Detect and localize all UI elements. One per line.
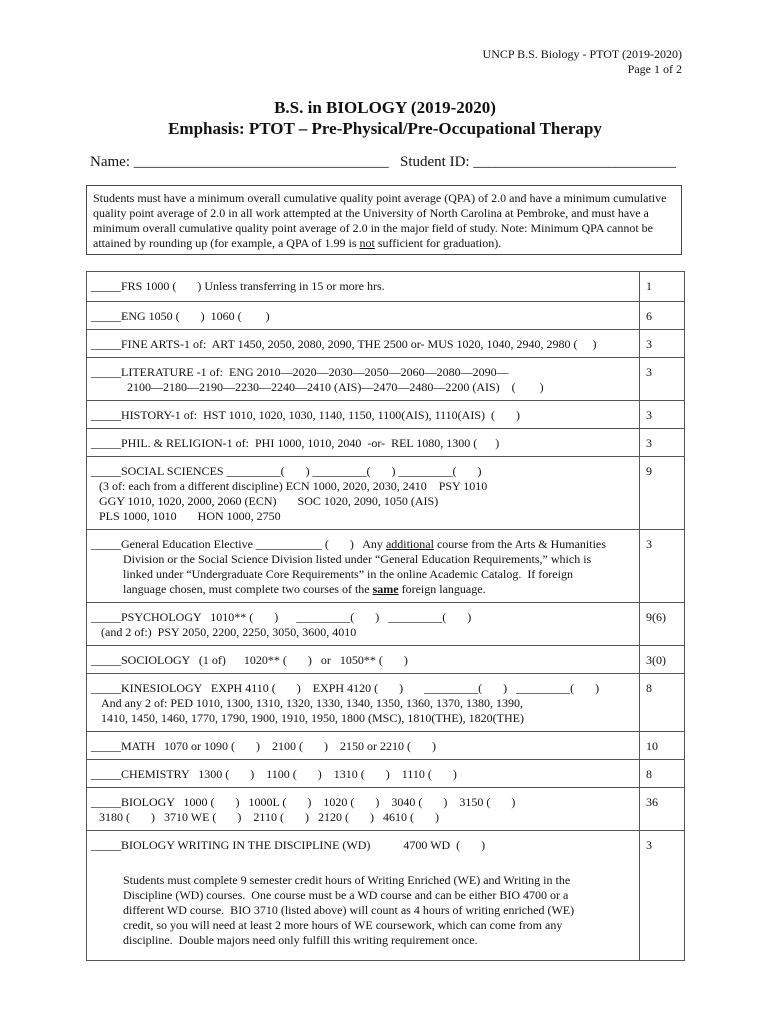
requirement-cell-history <box>87 401 640 429</box>
table-row <box>87 457 685 530</box>
requirement-cell-fine-arts <box>87 330 640 358</box>
requirement-line: PLS 1000, 1010 HON 1000, 2750 <box>99 509 281 523</box>
requirement-line[interactable]: _____PHIL. & RELIGION-1 of: PHI 1000, 1010, 2040 -or- REL 1080, 1300 ( ) <box>91 436 500 450</box>
writing-requirement-note <box>91 873 633 948</box>
program-line: UNCP B.S. Biology - PTOT (2019-2020) <box>482 47 682 61</box>
requirement-line[interactable]: _____KINESIOLOGY EXPH 4110 ( ) EXPH 4120 ( ) _________( ) _________( ) <box>91 681 600 695</box>
note-line: different WD course. BIO 3710 (listed above) will count as 4 hours of writing enriched (WE) <box>123 903 575 917</box>
ge-text: _____General Education Elective ___________ ( ) Any <box>91 537 386 551</box>
ge-emphasis: additional <box>385 537 434 551</box>
credit-cell: 3 <box>640 330 685 358</box>
requirement-cell-chemistry <box>87 760 640 788</box>
requirement-cell-social-sciences <box>87 457 640 530</box>
note-line: Discipline (WD) courses. One course must be a WD course and can be either BIO 4700 or a <box>123 888 569 902</box>
qpa-emphasis: not <box>359 236 375 250</box>
table-row <box>87 429 685 457</box>
requirement-line[interactable]: _____SOCIAL SCIENCES _________( ) _________( ) _________( ) <box>91 464 482 478</box>
requirement-line[interactable]: _____BIOLOGY WRITING IN THE DISCIPLINE (WD) 4700 WD ( ) <box>91 838 486 852</box>
requirement-line[interactable]: _____HISTORY-1 of: HST 1010, 1020, 1030, 1140, 1150, 1100(AIS), 1110(AIS) ( ) <box>91 408 520 422</box>
credit-cell: 3 <box>640 831 685 961</box>
table-row <box>87 302 685 330</box>
requirement-line: 1410, 1450, 1460, 1770, 1790, 1900, 1910, 1950, 1800 (MSC), 1810(THE), 1820(THE) <box>101 711 524 725</box>
credit-cell: 3 <box>640 401 685 429</box>
credit-cell: 9(6) <box>640 603 685 646</box>
requirement-line[interactable]: _____FINE ARTS-1 of: ART 1450, 2050, 2080, 2090, THE 2500 or- MUS 1020, 1040, 2940, 2980 ( ) <box>91 337 597 351</box>
requirement-line[interactable]: _____CHEMISTRY 1300 ( ) 1100 ( ) 1310 ( ) 1110 ( ) <box>91 767 457 781</box>
requirement-line: Division or the Social Science Division listed under “General Education Requirements,” which is <box>123 552 592 566</box>
table-row <box>87 530 685 603</box>
note-line: credit, so you will need at least 2 more hours of WE coursework, which can come from any <box>123 918 563 932</box>
requirement-line[interactable]: _____FRS 1000 ( ) Unless transferring in 15 or more hrs. <box>91 279 385 293</box>
requirement-line <box>91 582 633 597</box>
requirement-line: (and 2 of:) PSY 2050, 2200, 2250, 3050, 3600, 4010 <box>101 625 357 639</box>
requirement-line[interactable] <box>91 537 633 552</box>
table-row <box>87 358 685 401</box>
table-row <box>87 760 685 788</box>
requirement-cell-gen-ed-elective <box>87 530 640 603</box>
requirement-line[interactable]: _____PSYCHOLOGY 1010** ( ) _________( ) _________( ) <box>91 610 472 624</box>
requirement-line[interactable]: _____SOCIOLOGY (1 of) 1020** ( ) or 1050** ( ) <box>91 653 408 667</box>
requirement-cell-writing <box>87 831 640 961</box>
qpa-notice-box <box>86 185 682 255</box>
requirements-table <box>86 271 685 961</box>
table-row <box>87 330 685 358</box>
page-number: Page 1 of 2 <box>627 62 682 76</box>
credit-cell: 3 <box>640 429 685 457</box>
ge-text: foreign language. <box>398 582 486 596</box>
name-field[interactable]: Name: __________________________________ <box>90 154 389 170</box>
requirement-cell-math <box>87 732 640 760</box>
page-header <box>483 47 682 77</box>
credit-cell: 1 <box>640 272 685 302</box>
requirement-cell-biology <box>87 788 640 831</box>
table-row <box>87 732 685 760</box>
title-line-2: Emphasis: PTOT – Pre-Physical/Pre-Occupational Therapy <box>168 119 602 138</box>
table-row <box>87 646 685 674</box>
table-row <box>87 272 685 302</box>
credit-cell: 6 <box>640 302 685 330</box>
requirement-cell-frs <box>87 272 640 302</box>
credit-cell: 9 <box>640 457 685 530</box>
requirement-line[interactable]: _____BIOLOGY 1000 ( ) 1000L ( ) 1020 ( ) 3040 ( ) 3150 ( ) <box>91 795 516 809</box>
requirement-cell-sociology <box>87 646 640 674</box>
credit-cell: 8 <box>640 674 685 732</box>
requirement-cell-kinesiology <box>87 674 640 732</box>
document-title <box>0 97 770 139</box>
requirement-line[interactable]: _____ENG 1050 ( ) 1060 ( ) <box>91 309 270 323</box>
table-row <box>87 401 685 429</box>
table-row <box>87 831 685 961</box>
student-info-line <box>90 154 676 171</box>
requirement-line[interactable]: _____LITERATURE -1 of: ENG 2010—2020—2030—2050—2060—2080—2090— <box>91 365 509 379</box>
qpa-text-1: Students must have a minimum overall cumulative quality point average (QPA) of 2.0 and have a minimum cumulative quality point average of 2.0 in all work attempted at the University of North Carolina at Pembroke, and must have a minimum overall cumulative quality point average of 2.0 in the major field of study. Note: Minimum QPA cannot be attained by rounding up (for example, a QPA of 1.99 is <box>93 191 667 250</box>
credit-cell: 8 <box>640 760 685 788</box>
credit-cell: 3 <box>640 530 685 603</box>
requirement-line: GGY 1010, 1020, 2000, 2060 (ECN) SOC 1020, 2090, 1050 (AIS) <box>99 494 439 508</box>
credit-cell: 3 <box>640 358 685 401</box>
table-row <box>87 788 685 831</box>
note-line: discipline. Double majors need only fulfill this writing requirement once. <box>123 933 478 947</box>
requirement-line: linked under “Undergraduate Core Requirements” in the online Academic Catalog. If foreign <box>123 567 573 581</box>
credit-cell: 10 <box>640 732 685 760</box>
requirement-line: 3180 ( ) 3710 WE ( ) 2110 ( ) 2120 ( ) 4610 ( ) <box>99 810 439 824</box>
requirement-cell-eng <box>87 302 640 330</box>
student-id-field[interactable]: Student ID: ___________________________ <box>399 154 676 170</box>
requirement-cell-psychology <box>87 603 640 646</box>
requirement-cell-phil-religion <box>87 429 640 457</box>
note-line: Students must complete 9 semester credit hours of Writing Enriched (WE) and Writing in the <box>123 873 571 887</box>
table-row <box>87 674 685 732</box>
title-line-1: B.S. in BIOLOGY (2019-2020) <box>274 98 496 117</box>
table-row <box>87 603 685 646</box>
ge-text: course from the Arts & Humanities <box>433 537 606 551</box>
ge-emphasis-same: same <box>372 582 399 596</box>
requirement-line: (3 of: each from a different discipline) ECN 1000, 2020, 2030, 2410 PSY 1010 <box>99 479 488 493</box>
qpa-text-2: sufficient for graduation). <box>374 236 502 250</box>
requirement-line: 2100—2180—2190—2230—2240—2410 (AIS)—2470—2480—2200 (AIS) ( ) <box>127 380 544 394</box>
requirement-cell-literature <box>87 358 640 401</box>
credit-cell: 3(0) <box>640 646 685 674</box>
requirement-line[interactable]: _____MATH 1070 or 1090 ( ) 2100 ( ) 2150 or 2210 ( ) <box>91 739 436 753</box>
requirement-line: And any 2 of: PED 1010, 1300, 1310, 1320, 1330, 1340, 1350, 1360, 1370, 1380, 1390, <box>101 696 523 710</box>
credit-cell: 36 <box>640 788 685 831</box>
ge-text: language chosen, must complete two courses of the <box>123 582 373 596</box>
